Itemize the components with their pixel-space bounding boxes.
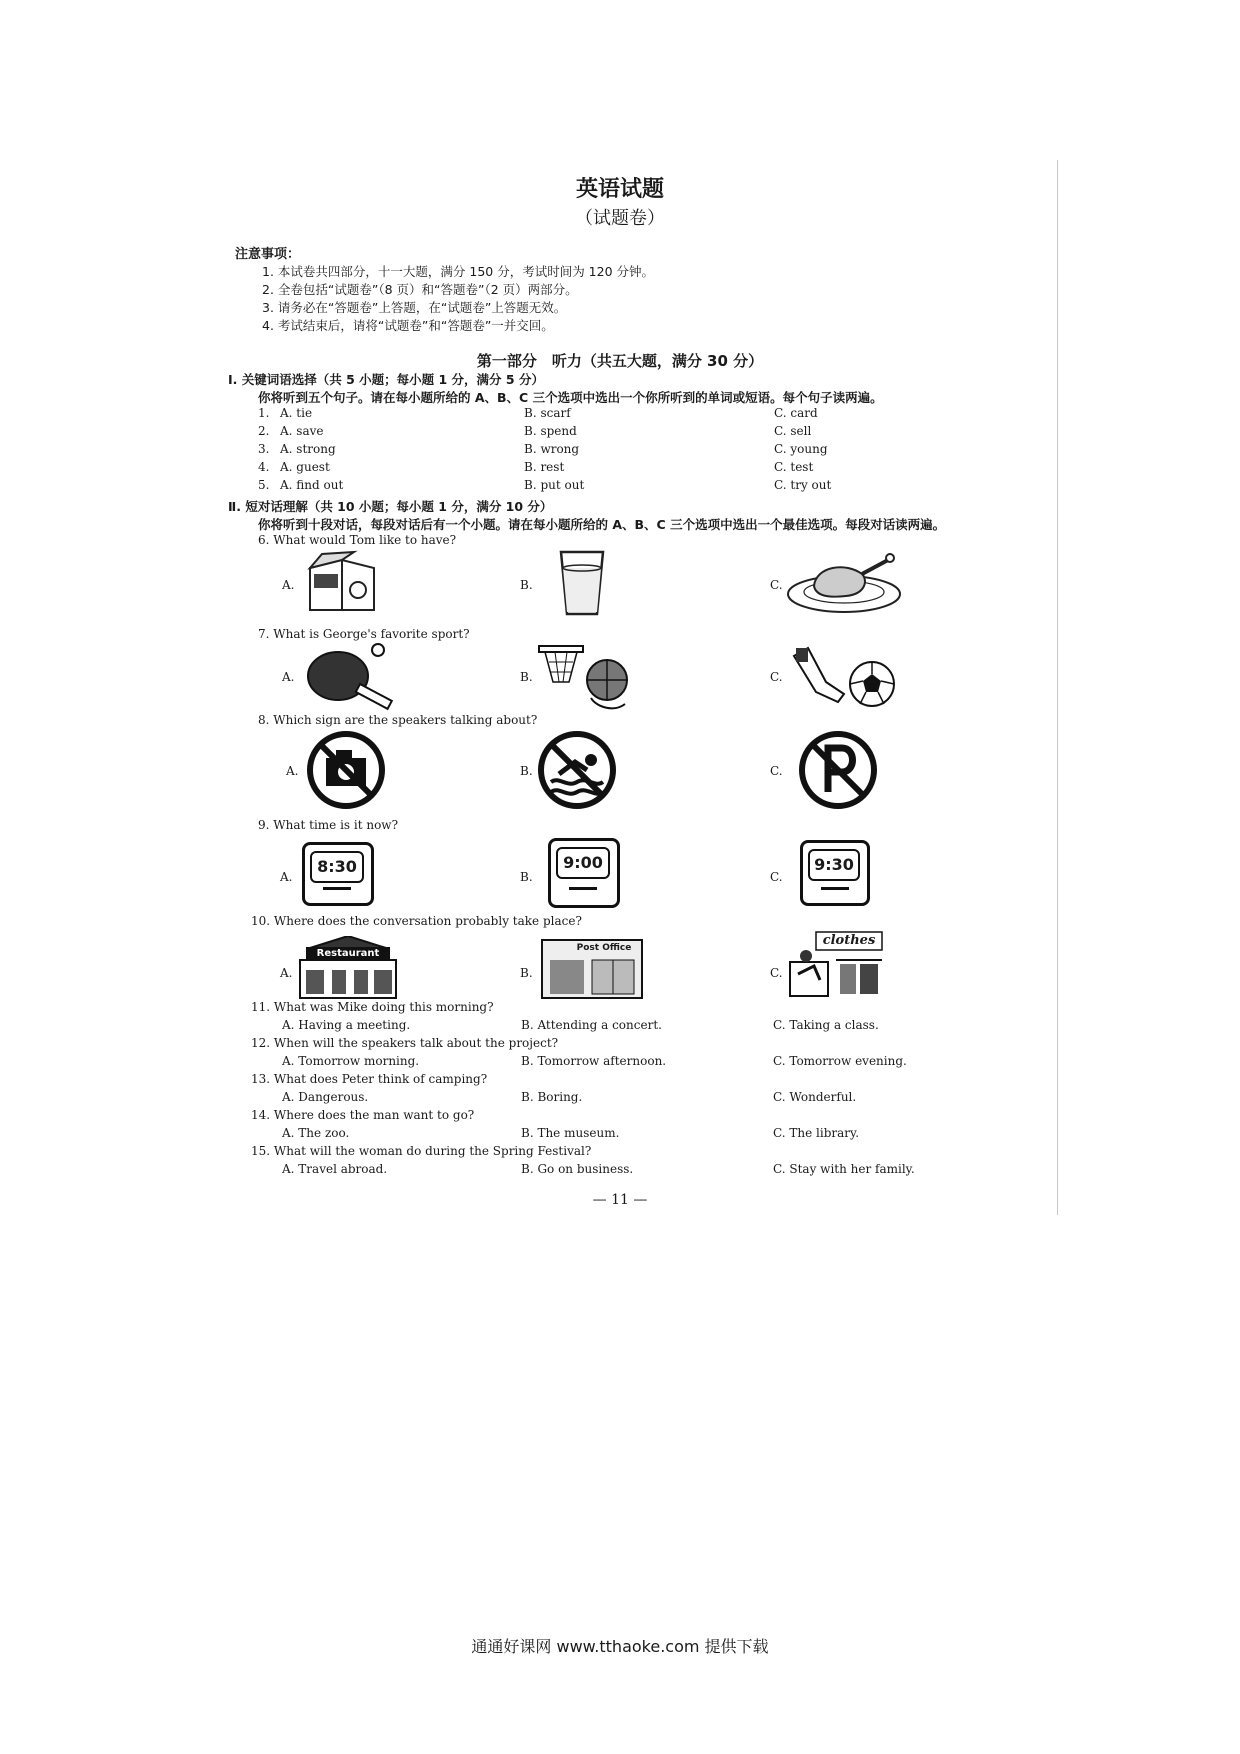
question: 14. Where does the man want to go?	[251, 1108, 475, 1122]
ping-pong-icon	[300, 642, 400, 712]
question: 8. Which sign are the speakers talking about?	[258, 713, 538, 727]
clock-icon	[302, 842, 374, 906]
clock-time: 9:30	[808, 849, 860, 881]
picture-options: A. 8:30 B. 9:00 C. 9:30	[0, 836, 1240, 916]
question: 13. What does Peter think of camping?	[251, 1072, 488, 1086]
section-heading: Ⅰ. 关键词语选择（共 5 小题；每小题 1 分，满分 5 分）	[228, 372, 544, 387]
question: 7. What is George's favorite sport?	[258, 627, 470, 641]
notes-label: 注意事项：	[235, 247, 301, 262]
clock-time: 9:00	[556, 847, 610, 879]
note-item: 2. 全卷包括“试题卷”（8 页）和“答题卷”（2 页）两部分。	[262, 282, 578, 297]
clock-icon	[548, 838, 620, 908]
page-number: — 11 —	[592, 1192, 648, 1208]
question: 12. When will the speakers talk about the project?	[251, 1036, 559, 1050]
page-subtitle: （试题卷）	[575, 208, 665, 229]
store-sign: Restaurant	[306, 947, 390, 960]
store-sign: clothes	[822, 933, 876, 948]
note-item: 4. 考试结束后，请将“试题卷”和“答题卷”一并交回。	[262, 318, 554, 333]
part-title: 第一部分 听力（共五大题，满分 30 分）	[476, 352, 764, 370]
footer-text: 通通好课网 www.tthaoke.com 提供下载	[471, 1637, 769, 1656]
section-instructions: 你将听到十段对话，每段对话后有一个小题。请在每小题所给的 A、B、C 三个选项中选出一个最佳选项。每段对话读两遍。	[258, 517, 946, 532]
clothes-shop-icon	[786, 930, 886, 1000]
basketball-icon	[535, 642, 645, 714]
question: 9. What time is it now?	[258, 818, 399, 832]
section-instructions: 你将听到五个句子。请在每小题所给的 A、B、C 三个选项中选出一个你所听到的单词或短语。每个句子读两遍。	[258, 390, 883, 405]
milk-carton-icon	[302, 550, 380, 614]
no-swimming-sign-icon	[537, 730, 617, 810]
picture-options: A. Restaurant B. Post Office C. clothes	[0, 930, 1240, 1010]
question: 6. What would Tom like to have?	[258, 533, 457, 547]
note-item: 1. 本试卷共四部分，十一大题，满分 150 分，考试时间为 120 分钟。	[262, 264, 655, 279]
list-item: 4. A. guest B. rest C. test	[258, 460, 814, 474]
chicken-on-plate-icon	[786, 550, 906, 616]
section-heading: Ⅱ. 短对话理解（共 10 小题；每小题 1 分，满分 10 分）	[228, 499, 553, 514]
question: 15. What will the woman do during the Spring Festival?	[251, 1144, 592, 1158]
glass-of-water-icon	[555, 548, 609, 618]
no-parking-sign-icon	[798, 730, 878, 810]
no-photo-sign-icon	[306, 730, 386, 810]
clock-icon	[800, 840, 870, 906]
store-sign: Post Office	[576, 943, 632, 953]
post-office-icon	[540, 934, 644, 1000]
exam-page: 英语试题 （试题卷） 注意事项： 1. 本试卷共四部分，十一大题，满分 150 分，考试时间为 120 分钟。 2. 全卷包括“试题卷”（8 页）和“答题卷”（2 页）两部分。 3. 请务必在“答题卷”上答题，在“试题卷”上答题无效。 4. 考试结束后，请将“试题卷”和“答题卷”一并交回。 第一部分 听力（共五大题，满分 30 分） Ⅰ. 关键词语选择（共 5 小题；每小题 1 分，满分 5 分） 你将听到五个句子。请在每小题所给的 A、B、C 三个选项中选出一个你所听到的单词或短语。每个句子读两遍。 1. A. tie B. scarf C. card 2. A. save B. spend C. sell 3. A. strong B. wrong C. young 4. A. guest B. rest C. test 5. A. find out B. put out C. try out Ⅱ. 短对话理解（共 10 小题；每小题 1 分，满分 10 分） 你将听到十段对话，每段对话后有一个小题。请在每小题所给的 A、B、C 三个选项中选出一个最佳选项。每段对话读两遍。 6. What would Tom like to have? A. B. C. 7. What is George's favorite sport? A. B. C. 8. Which sign are the speakers talking about? A. B. C. 9. What time is it now? A. 8:30 B. 9:00 C. 9:30 10. Where does the conversation probably take place? A. Restaurant B. Post Office C. clothes 11. What was Mike doing this morning? A. Having a meeting. B. Attending a concert. C. Taking a class. 12. When will the speakers talk about the project? A. Tomorrow morning. B. Tomorrow afternoon. C. Tomorrow evening. 13. What does Peter think of camping? A. Dangerous. B. Boring. C. Wonderful. 14. Where does the man want to go? A. The zoo. B. The museum. C. The library. 15. What will the woman do during the Spring Festival? A. Travel abroad. B. Go on business. C. Stay with her family. — 11 — 通通好课网 www.tthaoke.com 提供下载	[0, 0, 1240, 1754]
picture-options: A. B. C.	[0, 730, 1240, 810]
list-item: 3. A. strong B. wrong C. young	[258, 442, 828, 456]
note-item: 3. 请务必在“答题卷”上答题，在“试题卷”上答题无效。	[262, 300, 567, 315]
page-title: 英语试题	[575, 177, 664, 202]
question: 10. Where does the conversation probably take place?	[251, 914, 582, 928]
list-item: 1. A. tie B. scarf C. card	[258, 406, 818, 420]
restaurant-icon	[296, 936, 400, 1000]
clock-time: 8:30	[310, 851, 364, 883]
picture-options: A. B. C.	[0, 642, 1240, 722]
soccer-icon	[786, 642, 898, 714]
question: 11. What was Mike doing this morning?	[251, 1000, 494, 1014]
picture-options: A. B. C.	[0, 548, 1240, 628]
list-item: 5. A. find out B. put out C. try out	[258, 478, 832, 492]
list-item: 2. A. save B. spend C. sell	[258, 424, 812, 438]
